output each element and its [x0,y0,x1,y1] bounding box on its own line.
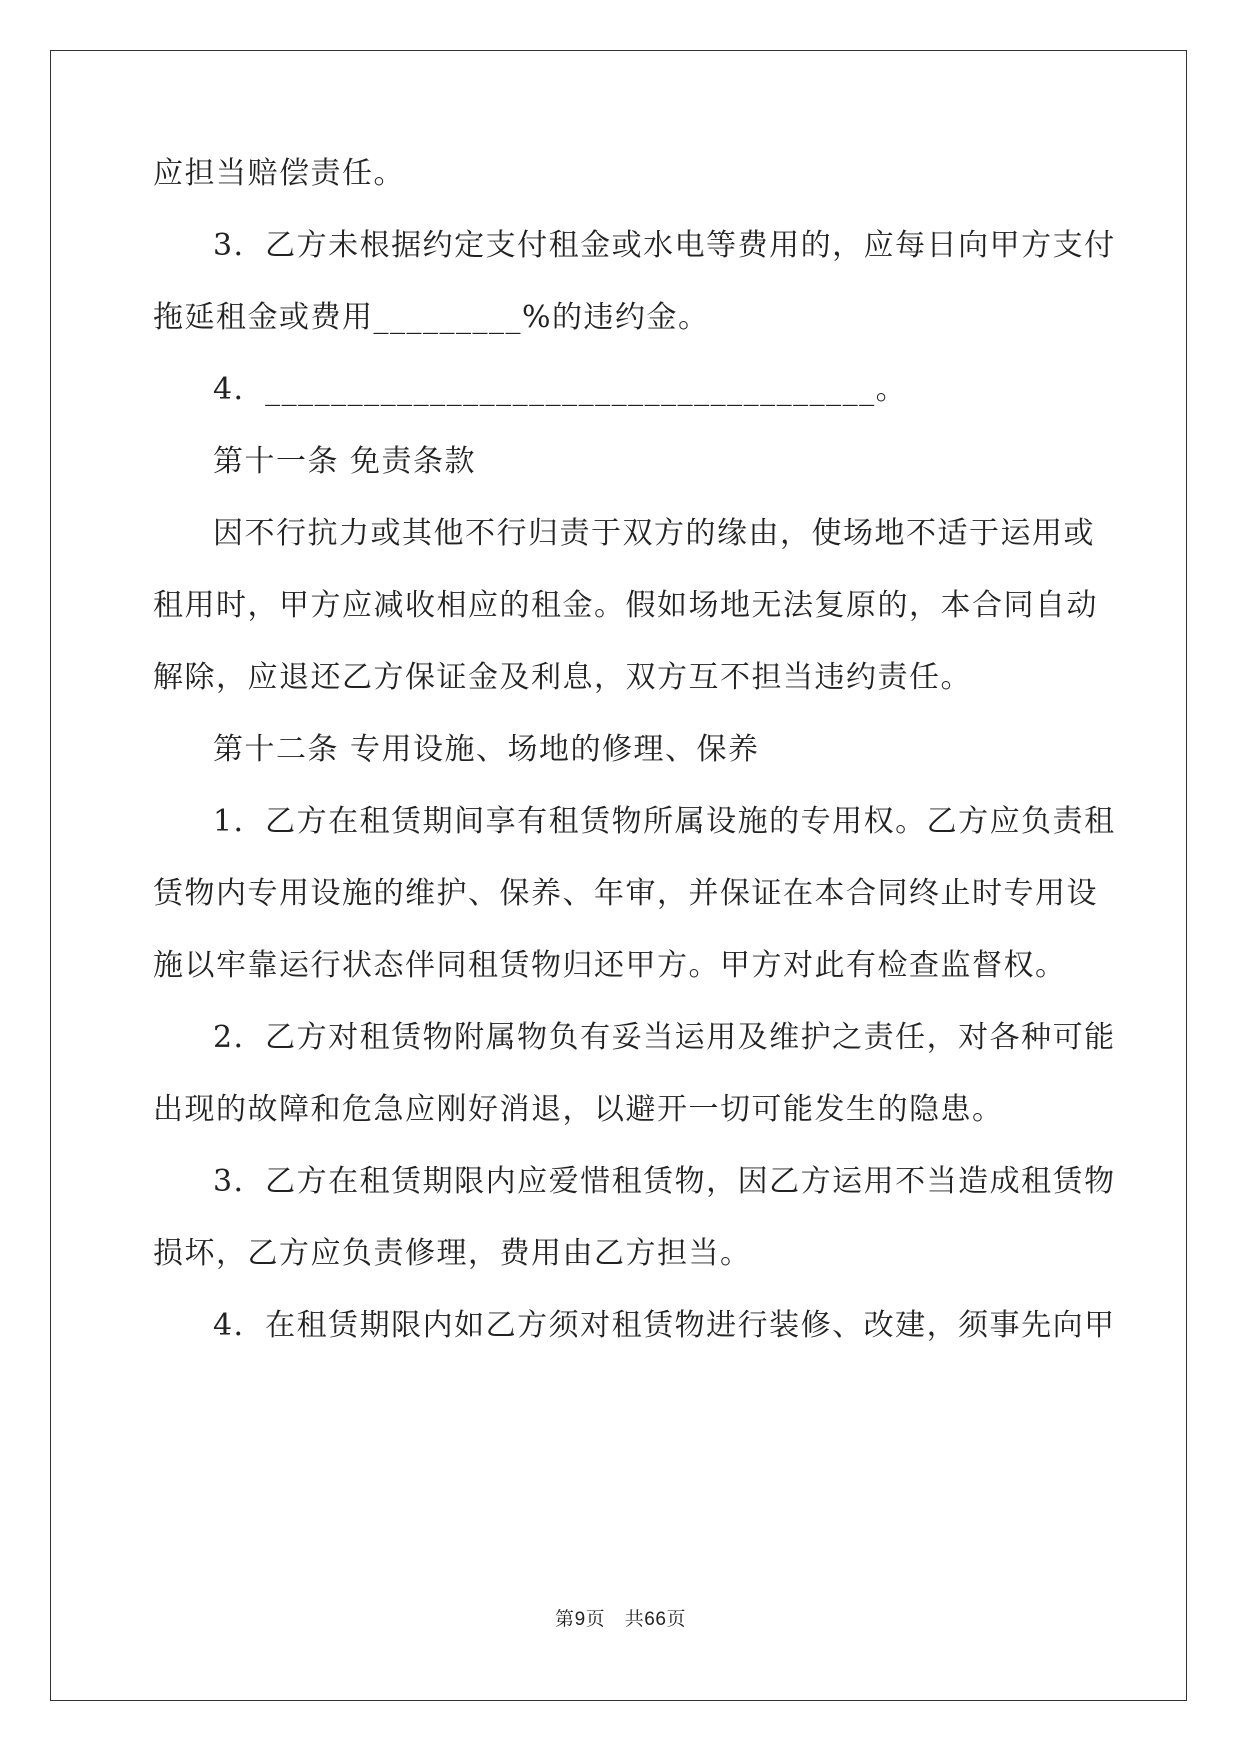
body-line: 4．在租赁期限内如乙方须对租赁物进行装修、改建，须事先向甲 [213,1308,1116,1343]
current-page-number: 9 [574,1609,586,1630]
body-line: 解除，应退还乙方保证金及利息，双方互不担当违约责任。 [153,660,972,695]
body-line: 1．乙方在租赁期间享有租赁物所属设施的专用权。乙方应负责租 [213,804,1116,839]
body-line: 出现的故障和危急应刚好消退，以避开一切可能发生的隐患。 [153,1092,1004,1127]
body-line: 4．_____________________________________。 [213,372,908,407]
body-line: 施以牢靠运行状态伴同租赁物归还甲方。甲方对此有检查监督权。 [153,948,1067,983]
section-heading: 第十一条 免责条款 [213,444,477,479]
total-label-suffix: 页 [666,1608,686,1630]
body-line: 拖延租金或费用_________%的违约金。 [153,300,710,335]
page-label-suffix: 页 [585,1608,606,1630]
body-line: 应担当赔偿责任。 [153,156,405,191]
body-line: 损坏，乙方应负责修理，费用由乙方担当。 [153,1236,752,1271]
body-line: 3．乙方未根据约定支付租金或水电等费用的，应每日向甲方支付 [213,228,1116,263]
body-line: 3．乙方在租赁期限内应爱惜租赁物，因乙方运用不当造成租赁物 [213,1164,1116,1199]
section-heading: 第十二条 专用设施、场地的修理、保养 [213,732,760,767]
page-footer [0,1607,1241,1632]
body-line: 因不行抗力或其他不行归责于双方的缘由，使场地不适于运用或 [213,516,1095,551]
total-label-prefix: 共 [624,1608,645,1630]
page-label-prefix: 第 [555,1608,575,1630]
body-line: 赁物内专用设施的维护、保养、年审，并保证在本合同终止时专用设 [153,876,1098,911]
body-line: 租用时，甲方应减收相应的租金。假如场地无法复原的，本合同自动 [153,588,1098,623]
total-pages-number: 66 [644,1609,667,1630]
body-line: 2．乙方对租赁物附属物负有妥当运用及维护之责任，对各种可能 [213,1020,1116,1055]
